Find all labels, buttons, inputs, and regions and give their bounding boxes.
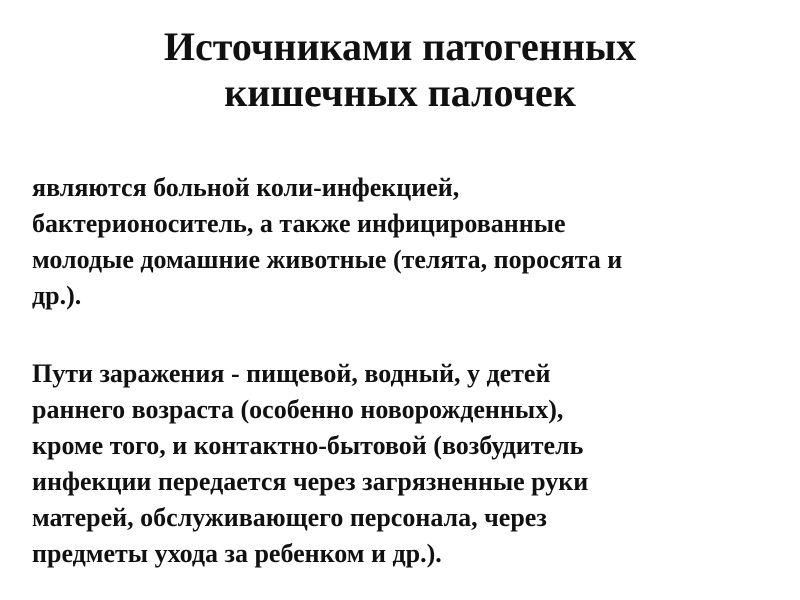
- transmission-paragraph: [32, 356, 772, 572]
- text-line: бактерионоситель, а также инфицированные: [32, 209, 566, 238]
- text-line: кроме того, и контактно-бытовой (возбудитель: [32, 431, 584, 460]
- title-line: кишечных палочек: [224, 70, 576, 115]
- title-line: Источниками патогенных: [163, 24, 637, 69]
- sources-paragraph: [32, 170, 772, 314]
- text-line: др.).: [32, 281, 82, 310]
- slide-title: [40, 24, 760, 116]
- text-line: раннего возраста (особенно новорожденных),: [32, 395, 564, 424]
- text-line: матерей, обслуживающего персонала, через: [32, 503, 547, 532]
- text-line: Пути заражения - пищевой, водный, у детей: [32, 359, 551, 388]
- text-line: предметы ухода за ребенком и др.).: [32, 539, 442, 568]
- text-line: молодые домашние животные (телята, поросята и: [32, 245, 623, 274]
- text-line: являются больной коли-инфекцией,: [32, 173, 460, 202]
- text-line: инфекции передается через загрязненные руки: [32, 467, 589, 496]
